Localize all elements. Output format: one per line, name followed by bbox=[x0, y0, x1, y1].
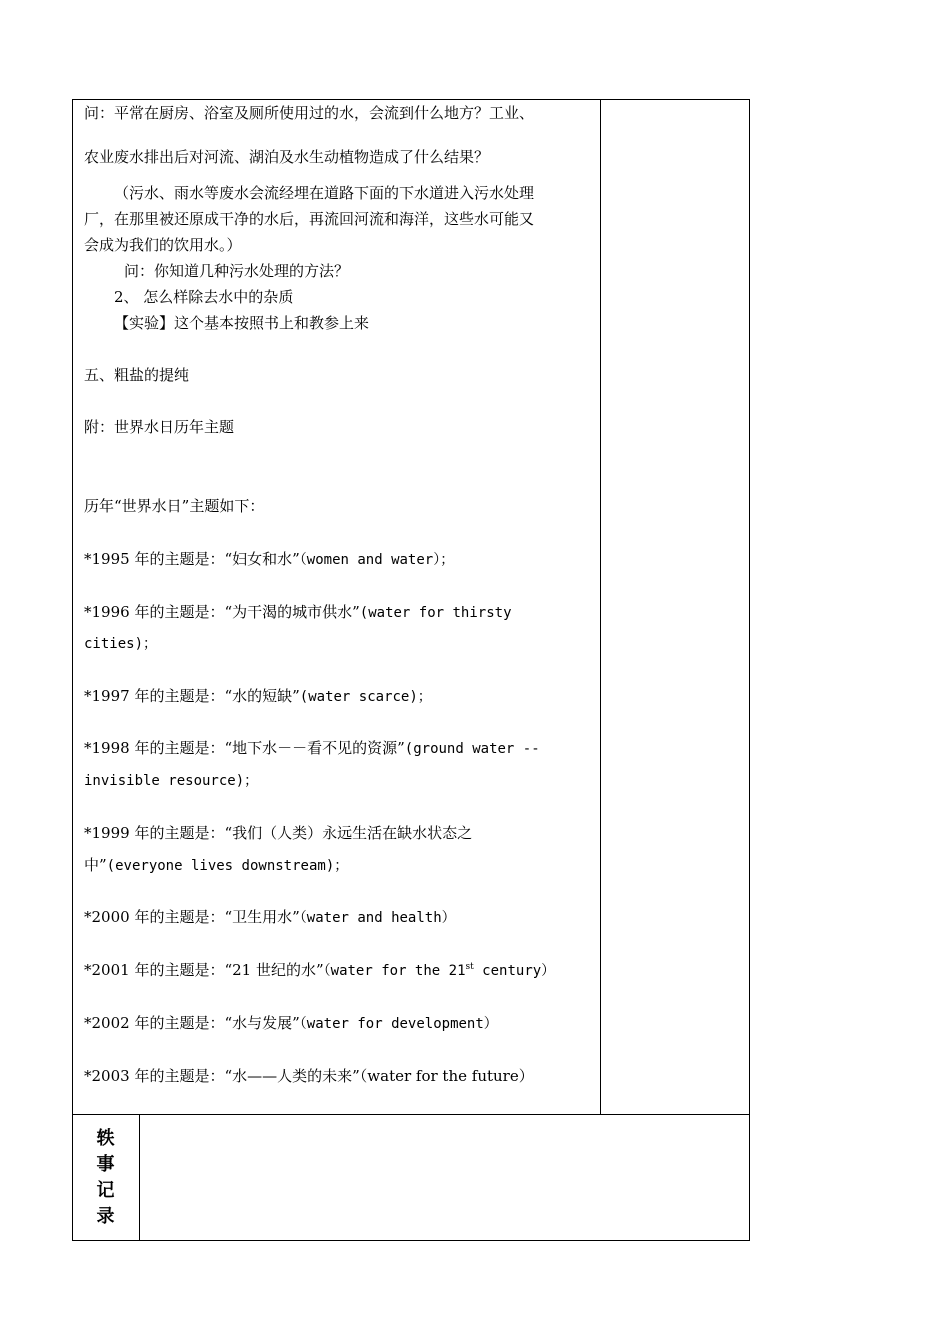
theme-1997: *1997 年的主题是：“水的短缺”(water scarce)； bbox=[84, 687, 432, 705]
anecdote-record-cell[interactable] bbox=[140, 1115, 749, 1241]
experiment-note: 【实验】这个基本按照书上和教参上来 bbox=[114, 314, 370, 332]
section-5-heading: 五、粗盐的提纯 bbox=[84, 366, 190, 384]
label-char-4: 录 bbox=[96, 1206, 115, 1227]
anecdote-record-label bbox=[72, 1115, 139, 1241]
answer-line-2: 厂，在那里被还原成干净的水后，再流回河流和海洋，这些水可能又 bbox=[84, 210, 535, 228]
theme-1998: *1998 年的主题是：“地下水－－看不见的资源”(ground water -- bbox=[84, 739, 540, 757]
theme-1999-continued: 中”(everyone lives downstream)； bbox=[84, 856, 349, 874]
theme-1998-continued: invisible resource)； bbox=[84, 773, 259, 789]
question-2: 问：你知道几种污水处理的方法？ bbox=[124, 262, 350, 280]
question-line-1: 问：平常在厨房、浴室及厕所使用过的水，会流到什么地方？工业、 bbox=[84, 104, 535, 122]
item-2: 2、 怎么样除去水中的杂质 bbox=[114, 288, 294, 306]
themes-intro: 历年“世界水日”主题如下： bbox=[84, 497, 265, 515]
label-char-1: 轶 bbox=[96, 1128, 115, 1149]
appendix-heading: 附：世界水日历年主题 bbox=[84, 418, 235, 436]
theme-1995: *1995 年的主题是：“妇女和水”（women and water）； bbox=[84, 550, 455, 568]
theme-1999: *1999 年的主题是：“我们（人类）永远生活在缺水状态之 bbox=[84, 824, 473, 842]
question-line-2: 农业废水排出后对河流、湖泊及水生动植物造成了什么结果？ bbox=[84, 148, 490, 166]
theme-1996: *1996 年的主题是：“为干渴的城市供水”(water for thirsty bbox=[84, 603, 512, 621]
theme-2001: *2001 年的主题是：“21 世纪的水”（water for the 21st century） bbox=[84, 961, 556, 979]
theme-2000: *2000 年的主题是：“卫生用水”（water and health） bbox=[84, 908, 456, 926]
label-char-3: 记 bbox=[96, 1180, 115, 1201]
theme-2002: *2002 年的主题是：“水与发展”（water for development） bbox=[84, 1014, 498, 1032]
theme-2003: *2003 年的主题是：“水——人类的未来”（water for the future） bbox=[84, 1067, 534, 1085]
right-column-divider bbox=[600, 99, 601, 1115]
answer-line-1: （污水、雨水等废水会流经埋在道路下面的下水道进入污水处理 bbox=[114, 184, 535, 202]
theme-1996-continued: cities)； bbox=[84, 636, 158, 652]
answer-line-3: 会成为我们的饮用水。） bbox=[84, 236, 242, 254]
label-char-2: 事 bbox=[96, 1154, 115, 1175]
